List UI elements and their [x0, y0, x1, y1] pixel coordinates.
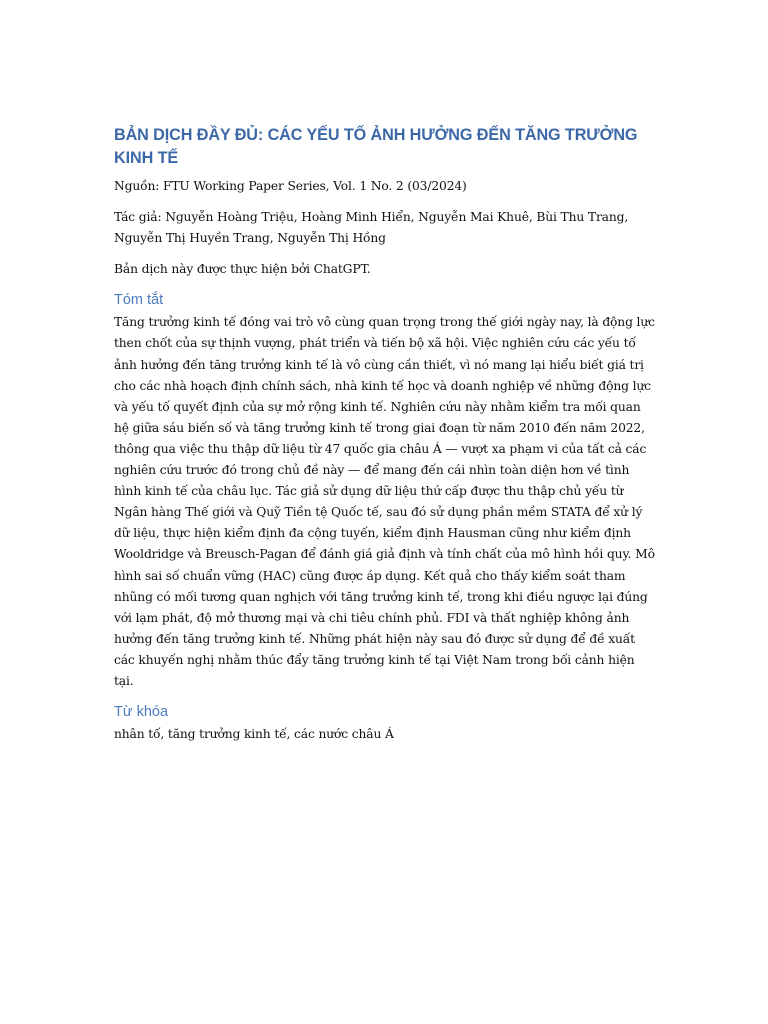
source-line: Nguồn: FTU Working Paper Series, Vol. 1 No. 2 (03/2024): [114, 179, 467, 193]
document-title: BẢN DỊCH ĐẦY ĐỦ: CÁC YẾU TỐ ẢNH HƯỞNG ĐẾN TĂNG TRƯỞNG KINH TẾ: [114, 126, 638, 167]
keywords-text: nhân tố, tăng trưởng kinh tế, các nước châu Á: [114, 727, 394, 742]
authors-line: Tác giả: Nguyễn Hoàng Triệu, Hoàng Minh Hiển, Nguyễn Mai Khuê, Bùi Thu Trang, Nguyễn Thị Huyền Trang, Nguyễn Thị Hồng: [114, 210, 629, 246]
translation-note: Bản dịch này được thực hiện bởi ChatGPT.: [114, 262, 371, 277]
document-page: [114, 124, 656, 745]
abstract-text: Tăng trưởng kinh tế đóng vai trò vô cùng quan trọng trong thế giới ngày nay, là động lực then chốt của sự thịnh vượng, phát triển và tiến bộ xã hội. Việc nghiên cứu các yếu tố ảnh hưởng đến tăng trưởng kinh tế là vô cùng cần thiết, vì nó mang lại hiểu biết giá trị cho các nhà hoạch định chính sách, nhà kinh tế học và doanh nghiệp về những động lực và yếu tố quyết định của sự mở rộng kinh tế. Nghiên cứu này nhằm kiểm tra mối quan hệ giữa sáu biến số và tăng trưởng kinh tế trong giai đoạn từ năm 2010 đến năm 2022, thông qua việc thu thập dữ liệu từ 47 quốc gia châu Á — vượt xa phạm vi của tất cả các nghiên cứu trước đó trong chủ đề này — để mang đến cái nhìn toàn diện hơn về tình hình kinh tế của châu lục. Tác giả sử dụng dữ liệu thứ cấp được thu thập chủ yếu từ Ngân hàng Thế giới và Quỹ Tiền tệ Quốc tế, sau đó sử dụng phần mềm STATA để xử lý dữ liệu, thực hiện kiểm định đa cộng tuyến, kiểm định Hausman cũng như kiểm định Wooldridge và Breusch-Pagan để đánh giá giả định và tính chất của mô hình hồi quy. Mô hình sai số chuẩn vững (HAC) cũng được áp dụng. Kết quả cho thấy kiểm soát tham nhũng có mối tương quan nghịch với tăng trưởng kinh tế, trong khi điều ngược lại đúng với lạm phát, độ mở thương mại và chi tiêu chính phủ. FDI và thất nghiệp không ảnh hưởng đến tăng trưởng kinh tế. Những phát hiện này sau đó được sử dụng để đề xuất các khuyến nghị nhằm thúc đẩy tăng trưởng kinh tế tại Việt Nam trong bối cảnh hiện tại.: [114, 315, 655, 688]
keywords-heading: Từ khóa: [114, 704, 169, 721]
abstract-heading: Tóm tắt: [114, 292, 164, 309]
